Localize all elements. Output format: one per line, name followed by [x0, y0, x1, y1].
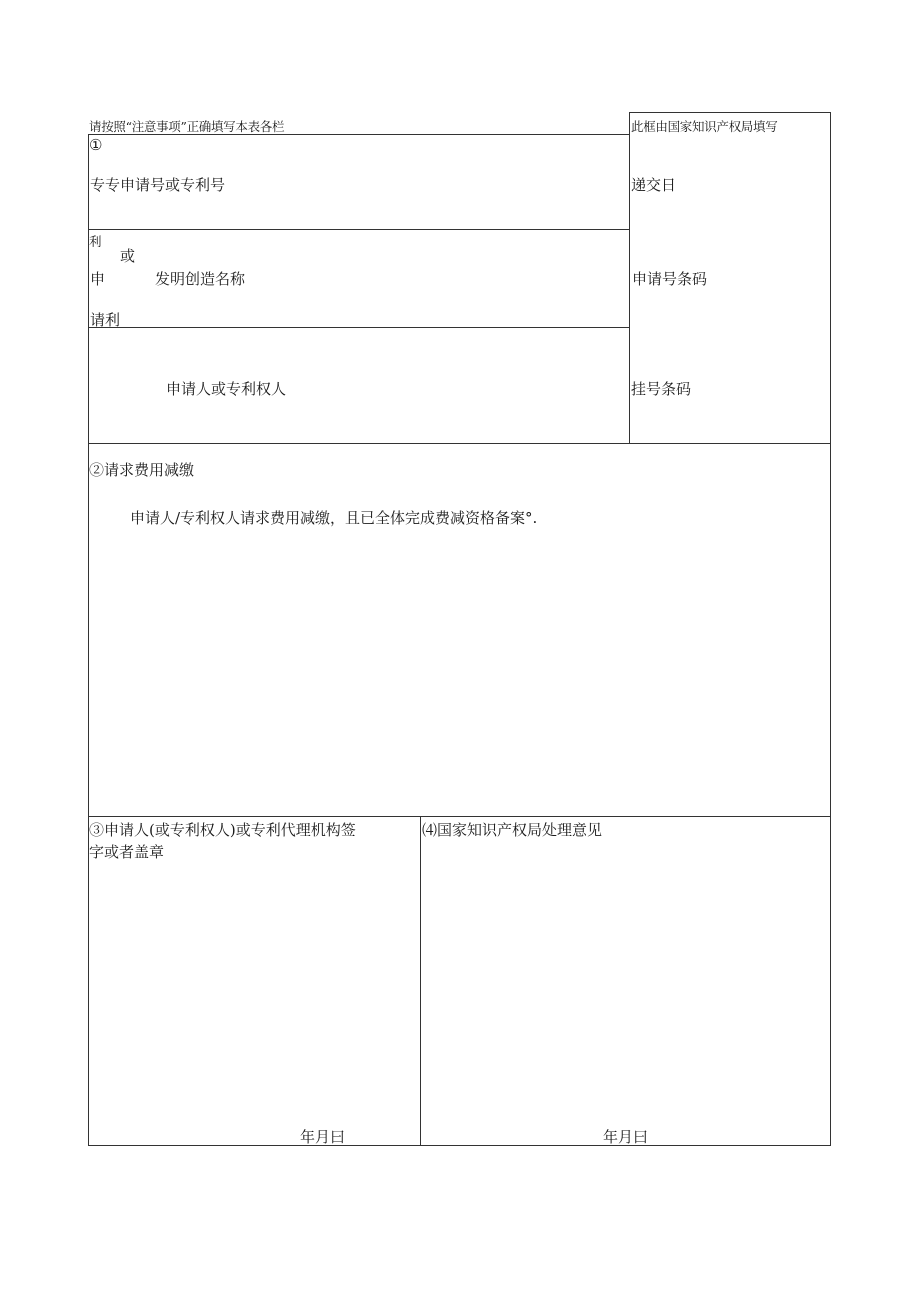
- applicant-label: 申请人或专利权人: [166, 380, 287, 398]
- office-opinion-date-label: 年月曰: [603, 1128, 649, 1146]
- application-barcode-label: 申请号条码: [632, 270, 708, 288]
- right-outer-border: [830, 112, 831, 1146]
- submit-date-label: 递交日: [631, 176, 677, 194]
- vertical-label-char-4: 请利: [90, 311, 121, 329]
- signature-date-label: 年月曰: [300, 1128, 346, 1146]
- fee-reduction-title: ②请求费用减缴: [89, 461, 195, 479]
- row-separator-2: [88, 327, 629, 328]
- vertical-label-char-1: 利: [89, 234, 102, 249]
- vertical-label-char-2: 或: [120, 247, 136, 265]
- office-fill-note: 此框由国家知识产权局填写: [631, 119, 778, 134]
- office-opinion-title: ⑷国家知识产权局处理意见: [422, 821, 603, 839]
- vertical-label-char-3: 申: [90, 270, 106, 288]
- section3-top-border: [88, 816, 831, 817]
- bottom-outer-border: [88, 1145, 831, 1146]
- office-box-top-border: [629, 112, 831, 113]
- office-column-divider: [629, 112, 630, 444]
- section3-4-divider: [420, 816, 421, 1146]
- fee-reduction-statement: 申请人/专利权人请求费用减缴，且已全体完成费减资格备案°.: [130, 509, 538, 527]
- form-instruction: 请按照“注意事项”正确填写本表各栏: [89, 119, 285, 134]
- application-number-label: 专专申请号或专利号: [90, 176, 226, 194]
- signature-title-line2: 字或者盖章: [89, 843, 165, 861]
- signature-title-line1: ③申请人(或专利权人)或专利代理机构签: [89, 821, 356, 839]
- row-separator-1: [88, 229, 629, 230]
- section2-top-border: [88, 443, 831, 444]
- section1-marker: ①: [89, 136, 103, 154]
- registered-barcode-label: 挂号条码: [631, 380, 692, 398]
- invention-name-label: 发明创造名称: [155, 270, 246, 288]
- left-outer-border: [88, 134, 89, 1146]
